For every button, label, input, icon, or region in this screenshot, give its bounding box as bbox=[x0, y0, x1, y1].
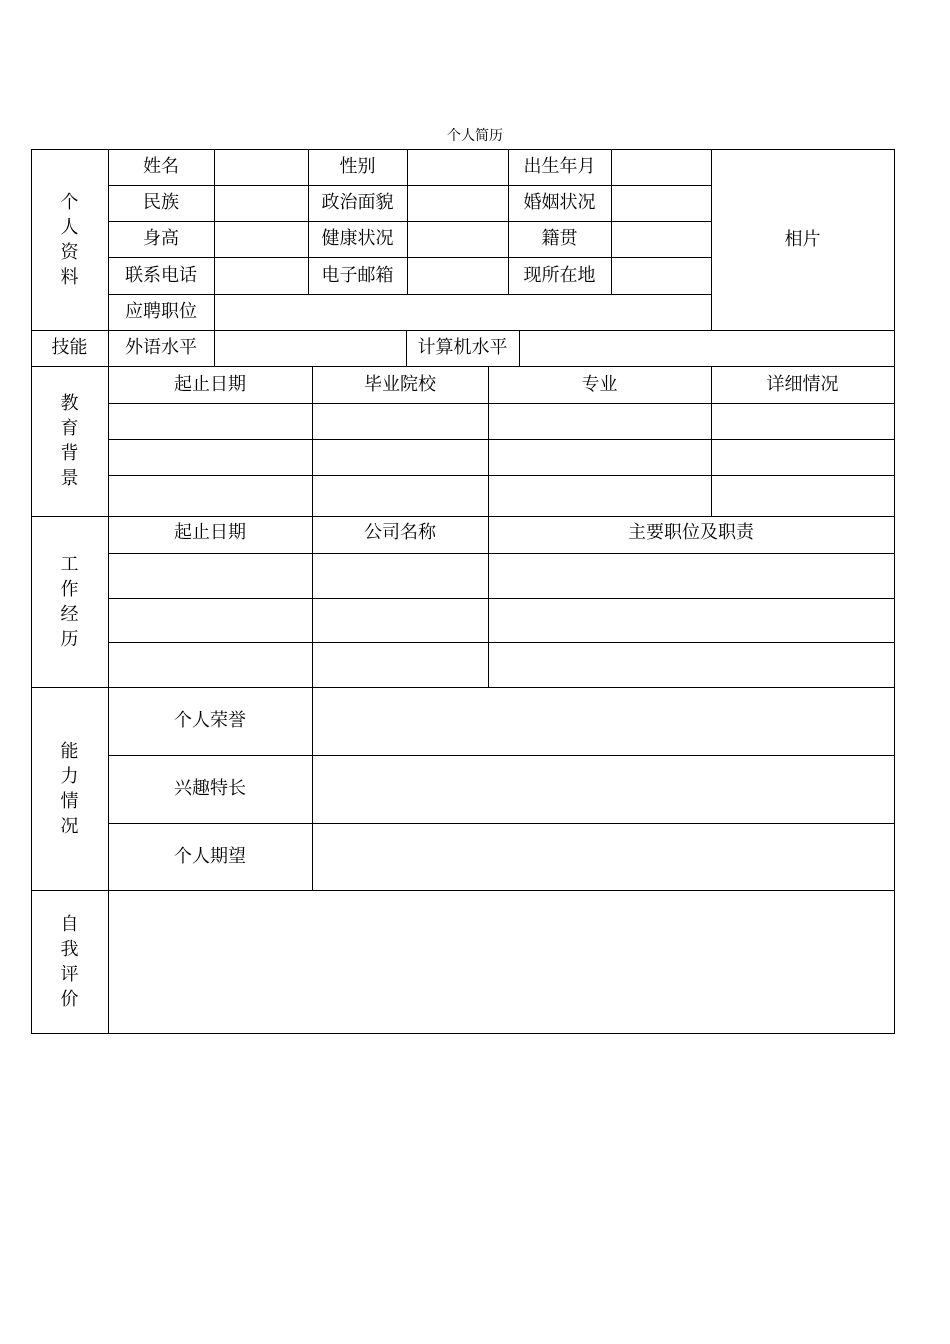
photo-placeholder[interactable]: 相片 bbox=[784, 228, 821, 250]
edu-row-2[interactable] bbox=[108, 439, 894, 475]
label-location: 现所在地 bbox=[523, 264, 596, 286]
gender-field[interactable] bbox=[407, 149, 508, 185]
native-place-field[interactable] bbox=[611, 221, 711, 257]
label-language: 外语水平 bbox=[125, 337, 197, 358]
label-phone: 联系电话 bbox=[125, 264, 197, 286]
section-ability-label: 能力情况 bbox=[60, 740, 79, 837]
label-ethnicity: 民族 bbox=[143, 192, 179, 213]
work-row-1[interactable] bbox=[108, 553, 894, 598]
edu-row-3[interactable] bbox=[108, 475, 894, 516]
section-self-eval-label: 自我评价 bbox=[60, 913, 79, 1010]
birth-field[interactable] bbox=[611, 149, 711, 185]
label-name: 姓名 bbox=[143, 156, 179, 177]
document-title: 个人简历 bbox=[447, 128, 503, 144]
label-marital: 婚姻状况 bbox=[523, 192, 596, 213]
work-header-dates: 起止日期 bbox=[174, 522, 246, 543]
edu-header-school: 毕业院校 bbox=[364, 373, 436, 395]
table-bottom-border bbox=[31, 1033, 895, 1034]
height-field[interactable] bbox=[214, 221, 308, 257]
label-interests: 兴趣特长 bbox=[174, 778, 246, 799]
marital-field[interactable] bbox=[611, 185, 711, 221]
expectation-field[interactable] bbox=[312, 823, 894, 890]
label-position: 应聘职位 bbox=[125, 301, 197, 322]
work-row-2[interactable] bbox=[108, 598, 894, 642]
political-field[interactable] bbox=[407, 185, 508, 221]
label-gender: 性别 bbox=[339, 156, 376, 177]
work-header-company: 公司名称 bbox=[364, 522, 436, 543]
label-expectation: 个人期望 bbox=[174, 845, 246, 867]
name-field[interactable] bbox=[214, 149, 308, 185]
edu-header-major: 专业 bbox=[581, 373, 618, 395]
phone-field[interactable] bbox=[214, 257, 308, 294]
position-field[interactable] bbox=[214, 294, 711, 330]
edu-header-details: 详细情况 bbox=[766, 373, 839, 395]
label-email: 电子邮箱 bbox=[321, 264, 394, 286]
location-field[interactable] bbox=[611, 257, 711, 294]
section-work-label: 工作经历 bbox=[60, 553, 79, 650]
email-field[interactable] bbox=[407, 257, 508, 294]
section-skills-label: 技能 bbox=[51, 337, 88, 358]
edu-header-dates: 起止日期 bbox=[174, 373, 246, 395]
computer-field[interactable] bbox=[519, 330, 894, 366]
section-education-label: 教育背景 bbox=[60, 393, 79, 489]
label-honors: 个人荣誉 bbox=[174, 710, 246, 731]
label-native-place: 籍贯 bbox=[541, 228, 578, 249]
ethnicity-field[interactable] bbox=[214, 185, 308, 221]
work-row-3[interactable] bbox=[108, 642, 894, 687]
self-eval-field[interactable] bbox=[108, 890, 894, 1033]
label-health: 健康状况 bbox=[321, 228, 394, 249]
interests-field[interactable] bbox=[312, 755, 894, 823]
label-height: 身高 bbox=[143, 228, 179, 249]
label-birth: 出生年月 bbox=[523, 156, 596, 177]
table-right-border bbox=[894, 149, 895, 1034]
label-computer: 计算机水平 bbox=[417, 337, 508, 358]
health-field[interactable] bbox=[407, 221, 508, 257]
work-header-duties: 主要职位及职责 bbox=[628, 522, 754, 543]
language-field[interactable] bbox=[214, 330, 406, 366]
honors-field[interactable] bbox=[312, 687, 894, 755]
label-political: 政治面貌 bbox=[321, 192, 394, 213]
section-personal-label: 个人资料 bbox=[60, 191, 79, 288]
edu-row-1[interactable] bbox=[108, 403, 894, 439]
